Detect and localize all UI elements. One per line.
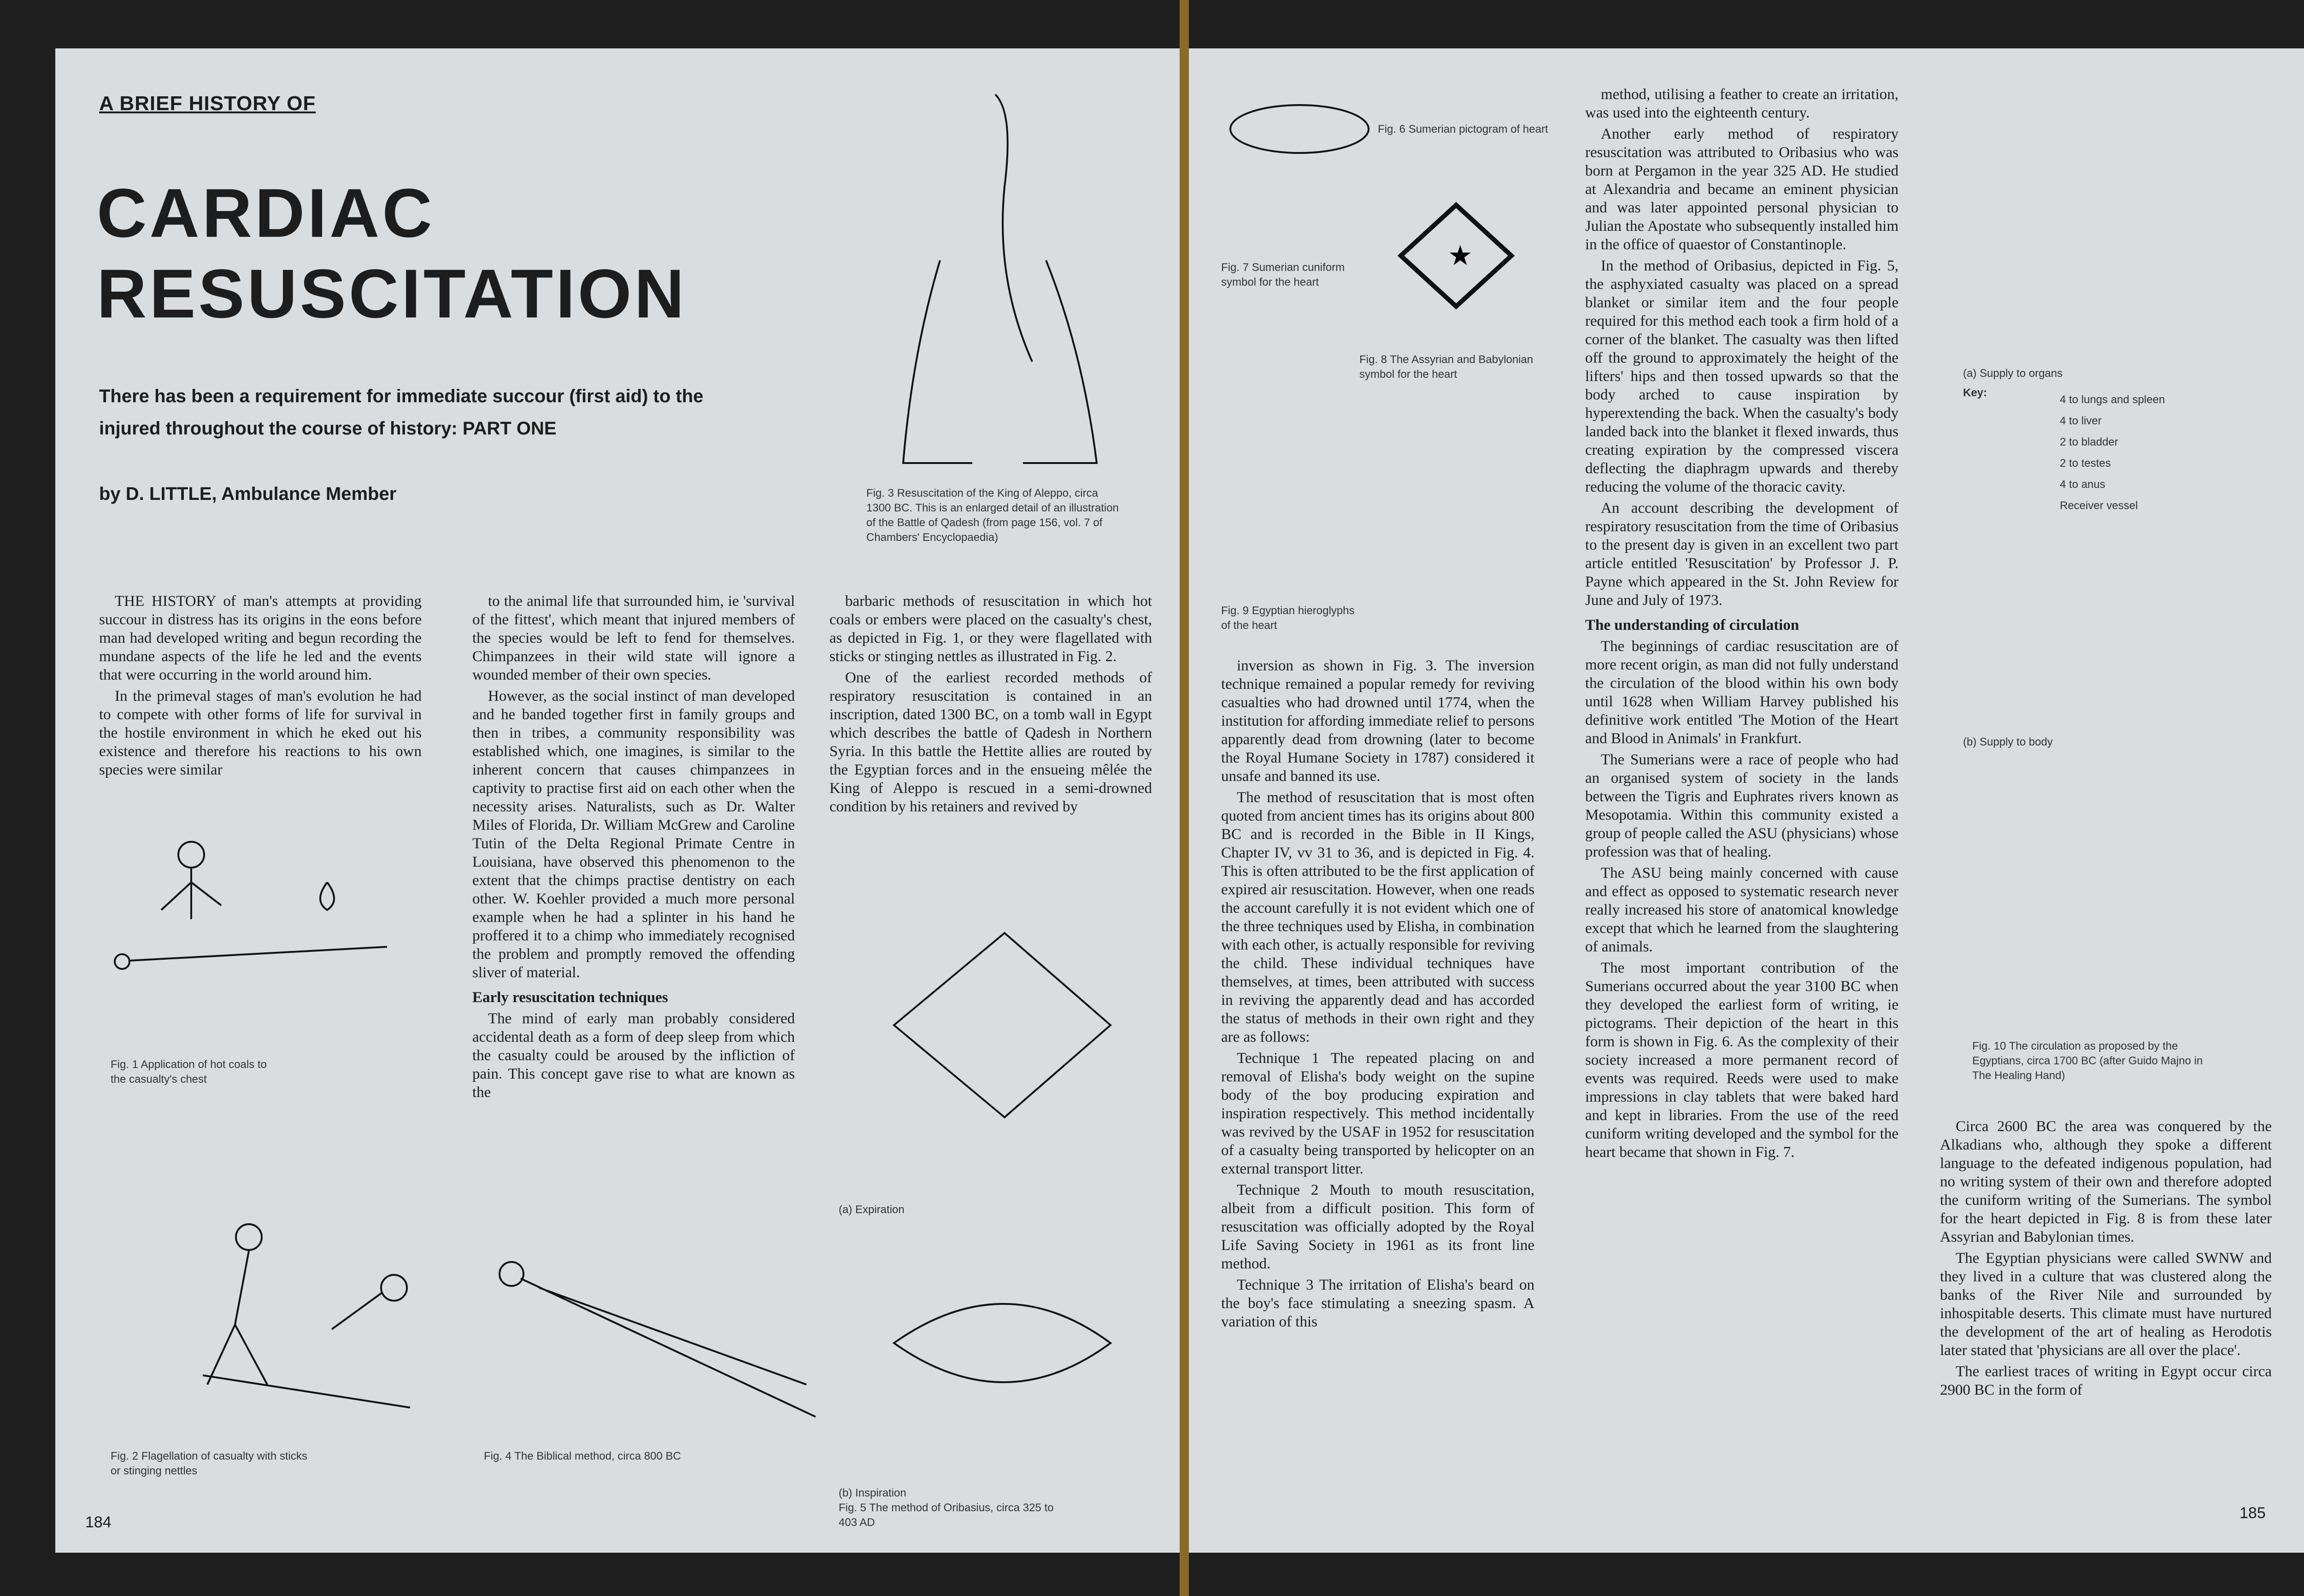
- fig4-illustration: [484, 1232, 843, 1440]
- paragraph: Circa 2600 BC the area was conquered by the Alkadians who, although they spoke a different language to the defeated indigenous population, had no writing system of their own and therefore adopted the cuniform writing of the Sumerians. The symbol for the heart depicted in Fig. 8 is from these later Assyrian and Babylonian times.: [1940, 1118, 2272, 1245]
- paragraph: Technique 2 Mouth to mouth resuscitation, albeit from a difficult position. This form of resuscitation was officially adopted by the Royal Life Saving Society in 1961 as its front line method.: [1221, 1182, 1534, 1272]
- fig7-caption: Fig. 7 Sumerian cuniform symbol for the heart: [1221, 261, 1345, 288]
- fig2-caption: Fig. 2 Flagellation of casualty with sticks or stinging nettles: [111, 1450, 307, 1477]
- fig6-illustration: [1226, 99, 1373, 159]
- key-item: 2 to testes: [2060, 457, 2111, 469]
- paragraph: barbaric methods of resuscitation in which hot coals or embers were placed on the casualty's chest, as depicted in Fig. 1, or they were flagellated with sticks or stinging nettles as illustrated in Fig. 2.: [829, 593, 1152, 665]
- fig1-illustration: [111, 832, 410, 1048]
- key-item: 4 to lungs and spleen: [2060, 393, 2165, 406]
- page-number-right: 185: [2239, 1504, 2266, 1522]
- paragraph: The beginnings of cardiac resuscitation are of more recent origin, as man did not fully understand the circulation of the blood within his own body until 1628 when William Harvey published his definitive work entitled 'The Motion of the Heart and Blood in Animals' in Frankfurt.: [1585, 638, 1898, 747]
- column-5: [1585, 85, 1898, 1164]
- key-item: 4 to anus: [2060, 478, 2105, 491]
- section-heading: Early resuscitation techniques: [472, 989, 668, 1006]
- fig5-title: Fig. 5 The method of Oribasius, circa 325 to 403 AD: [839, 1502, 1054, 1529]
- paragraph: The ASU being mainly concerned with cause and effect as opposed to systematic research never really increased his store of anatomical knowledge except that which he learned from the slaughtering of animals.: [1585, 865, 1898, 955]
- paragraph: The earliest traces of writing in Egypt occur circa 2900 BC in the form of: [1940, 1363, 2272, 1398]
- paragraph: An account describing the development of respiratory resuscitation from the time of Oribasius to the present day is given in an excellent two part article entitled 'Resuscitation' by Professor J. P. Payne which appeared in the St. John Review for June and July of 1973.: [1585, 500, 1898, 609]
- title-line-2: RESUSCITATION: [97, 255, 687, 332]
- article-title: [97, 173, 687, 334]
- paragraph: The most important contribution of the Sumerians occurred about the year 3100 BC when they developed the earliest form of writing, ie pictograms. Their depiction of the heart in this form is shown in Fig. 6. As the complexity of their society increased a more permanent record of events was required. Reeds were used to make impressions in clay tablets that were baked hard and kept in libraries. From the use of the reed cuniform writing developed and the symbol for the heart became that shown in Fig. 7.: [1585, 960, 1898, 1161]
- paragraph: One of the earliest recorded methods of respiratory resuscitation is contained in an inscription, dated 1300 BC, on a tomb wall in Egypt which describes the battle of Qadesh in Northern Syria. In this battle the Hettite allies are routed by the Egyptian forces and in the ensueing mêlée the King of Aleppo is rescued in a semi-drowned condition by his retainers and revived by: [829, 669, 1152, 815]
- paragraph: Technique 1 The repeated placing on and removal of Elisha's body weight on the supine body of the boy producing expiration and inspiration respectively. This method incidentally was revived by the USAF in 1952 for resuscitation of a casualty being transported by helicopter on an external transport litter.: [1221, 1050, 1534, 1177]
- right-page: [1189, 48, 2304, 1553]
- fig9-caption: Fig. 9 Egyptian hieroglyphs of the heart: [1221, 604, 1355, 632]
- column-6: [1940, 1117, 2272, 1402]
- column-4: [1221, 657, 1534, 1334]
- binding-spine: [1180, 0, 1189, 1596]
- fig10a-caption: (a) Supply to organs: [1963, 367, 2063, 380]
- fig1-caption: Fig. 1 Application of hot coals to the casualty's chest: [111, 1058, 267, 1086]
- paragraph: THE HISTORY of man's attempts at providing succour in distress has its origins in the eons before man had developed writing and begun recording the mundane aspects of the life he led and the events that were occurring in the world around him.: [99, 593, 422, 683]
- fig10b-caption: (b) Supply to body: [1963, 736, 2053, 748]
- paragraph: The Sumerians were a race of people who had an organised system of society in the lands between the Tigris and Euphrates rivers known as Mesopotamia. Within this community existed a group of people called the ASU (physicians) whose profession was that of healing.: [1585, 751, 1898, 860]
- paragraph: inversion as shown in Fig. 3. The inversion technique remained a popular remedy for reviving casualties who had drowned until 1774, when the institution for affording immediate relief to persons apparently dead from drowning (later to become the Royal Humane Society in 1787) considered it unsafe and banned its use.: [1221, 657, 1534, 785]
- paragraph: In the primeval stages of man's evolution he had to compete with other forms of life for survival in the hostile environment in which he eked out his existence and therefore his reactions to his own species were similar: [99, 688, 422, 778]
- paragraph: The method of resuscitation that is most often quoted from ancient times has its origins about 800 BC and is recorded in the Bible in II Kings, Chapter IV, vv 31 to 36, and is depicted in Fig. 4. This is often attributed to be the first application of expired air resuscitation. However, when one reads the account carefully it is not evident which one of the three techniques used by Elisha, in combination with each other, is actually responsible for reviving the child. These individual techniques have themselves, at times, been attributed with success in reviving the apparently dead and has accorded the status of methods in their own right and they are as follows:: [1221, 789, 1534, 1045]
- fig5a-illustration: [866, 887, 1161, 1173]
- key-item: 2 to bladder: [2060, 436, 2118, 448]
- paragraph: to the animal life that surrounded him, ie 'survival of the fittest', which meant that injured members of the species would be left to fend for themselves. Chimpanzees in their wild state will ignore a wounded member of their own species.: [472, 593, 795, 683]
- standfirst: There has been a requirement for immediate succour (first aid) to the injured throughout the course of history: PART ONE: [99, 386, 704, 439]
- left-page: [55, 48, 1180, 1553]
- paragraph: Technique 3 The irritation of Elisha's beard on the boy's face stimulating a sneezing spasm. A variation of this: [1221, 1277, 1534, 1330]
- title-line-1: CARDIAC: [97, 174, 435, 252]
- fig5b-caption: (b) Inspiration: [839, 1487, 906, 1499]
- key-list: [2060, 389, 2165, 516]
- paragraph: In the method of Oribasius, depicted in Fig. 5, the asphyxiated casualty was placed on a spread blanket or similar item and the four people required for this method each took a firm hold of a corner of the blanket. The casualty was then lifted off the ground to approximately the height of the lifters' hips and then tossed upwards so that the body arched to cause inspiration by hyperextending the back. When the casualty's body landed back into the blanket it flexed inwards, thus creating expiration by the compressed viscera deflecting the diaphragm upwards and thereby reducing the volume of the thoracic cavity.: [1585, 258, 1898, 495]
- fig10-caption: Fig. 10 The circulation as proposed by the Egyptians, circa 1700 BC (after Guido Majno in The Healing Hand): [1972, 1040, 2203, 1082]
- fig4-caption: Fig. 4 The Biblical method, circa 800 BC: [484, 1450, 681, 1462]
- paragraph: However, as the social instinct of man developed and he banded together first in family groups and then in tribes, a community responsibility was established which, one imagines, is similar to the inherent concern that causes chimpanzees in captivity to practise first aid on each other when the necessity arises. Naturalists, such as Dr. Walter Miles of Florida, Dr. William McGrew and Caroline Tutin of the Delta Regional Primate Centre in Louisiana, have observed this phenomenon to the extent that the chimps practise dentistry on each other. W. Koehler provided a much more personal example when he had a splinter in his hand he proffered it to a chimp who immediately recognised the problem and promptly removed the offending sliver of material.: [472, 688, 795, 981]
- paragraph: Another early method of respiratory resuscitation was attributed to Oribasius who was born at Pergamon in the year 325 AD. He studied at Alexandria and became an eminent physician and was later appointed personal physician to Julian the Apostate who subsequently installed him in the office of quaestor of Constantinople.: [1585, 126, 1898, 253]
- byline: by D. LITTLE, Ambulance Member: [99, 484, 397, 504]
- paragraph: The mind of early man probably considered accidental death as a form of deep sleep from which the casualty could be aroused by the infliction of pain. This concept gave rise to what are known as the: [472, 1010, 795, 1101]
- fig7-illustration: [1392, 187, 1521, 325]
- section-heading: The understanding of circulation: [1585, 617, 1799, 634]
- column-1: [99, 592, 422, 782]
- fig3-illustration: [848, 85, 1161, 528]
- column-3: [829, 592, 1152, 819]
- fig5a-caption: (a) Expiration: [839, 1203, 905, 1216]
- fig8-caption: Fig. 8 The Assyrian and Babylonian symbol for the heart: [1359, 353, 1534, 381]
- fig2-illustration: [111, 1168, 479, 1440]
- paragraph: method, utilising a feather to create an irritation, was used into the eighteenth century.: [1585, 86, 1898, 121]
- fig5-caption: [839, 1486, 1069, 1530]
- svg-text:★: ★: [1448, 241, 1473, 271]
- fig3-caption: Fig. 3 Resuscitation of the King of Aleppo, circa 1300 BC. This is an enlarged detail of an illustration of the Battle of Qadesh (from page 156, vol. 7 of Chambers' Encyclopaedia): [866, 487, 1119, 544]
- key-item: Receiver vessel: [2060, 499, 2138, 512]
- page-number-left: 184: [85, 1514, 112, 1531]
- paragraph: The Egyptian physicians were called SWNW and they lived in a culture that was clustered along the banks of the River Nile and surrounded by inhospitable deserts. This climate must have nurtured the development of the art of healing as Herodotis later stated that 'physicians are all over the place'.: [1940, 1250, 2272, 1359]
- column-2: [472, 592, 795, 1104]
- fig5b-illustration: [866, 1228, 1161, 1467]
- key-item: 4 to liver: [2060, 415, 2102, 427]
- fig6-caption: Fig. 6 Sumerian pictogram of heart: [1378, 123, 1548, 135]
- article-kicker: A BRIEF HISTORY OF: [99, 92, 316, 115]
- key-label: Key:: [1963, 387, 1987, 399]
